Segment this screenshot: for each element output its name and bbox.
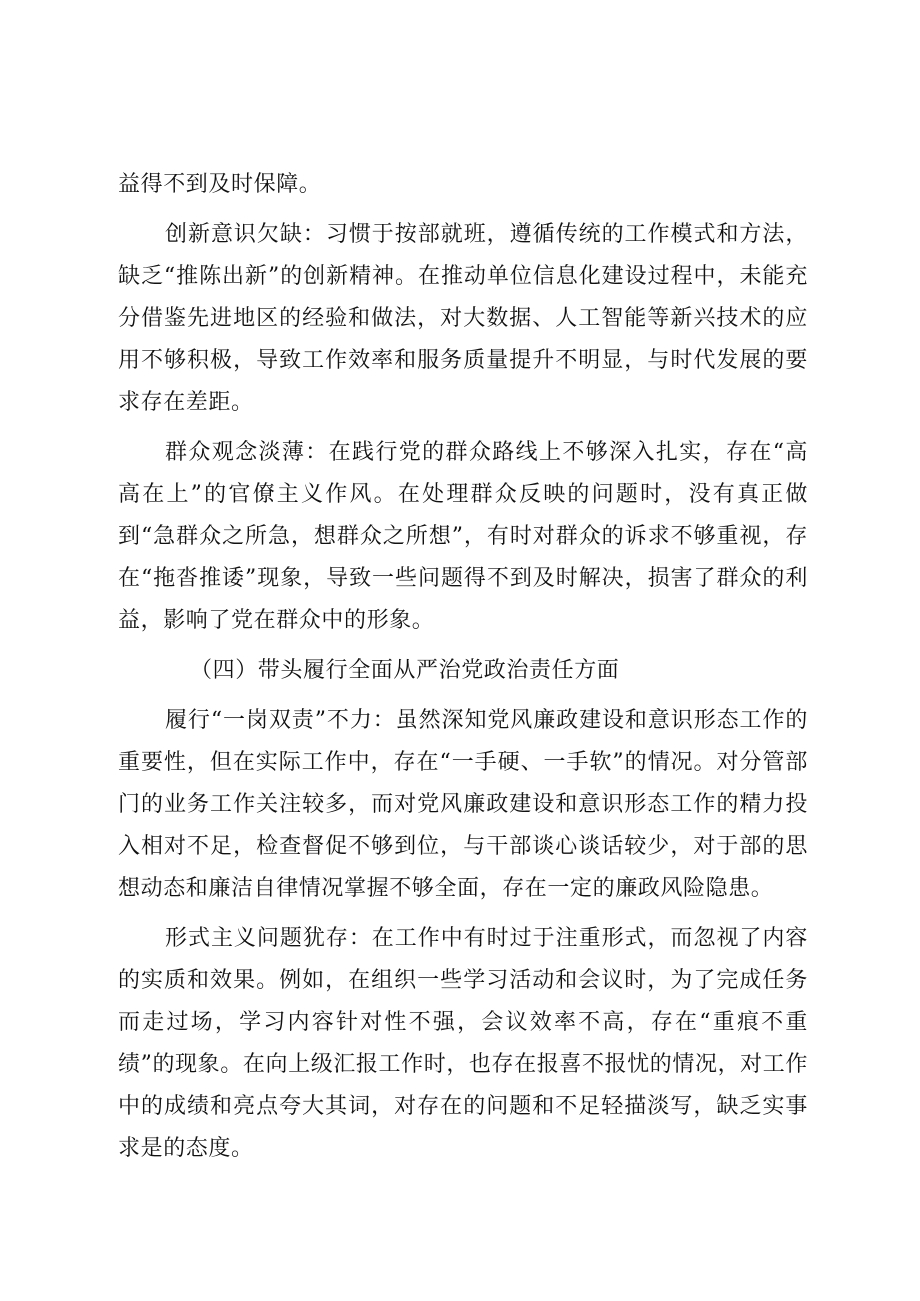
paragraph-gap xyxy=(118,692,808,700)
paragraph-gap xyxy=(118,910,808,918)
continuation-text: 益得不到及时保障。 xyxy=(118,172,322,197)
paragraph-formalism: 形式主义问题犹存：在工作中有时过于注重形式，而忽视了内容的实质和效果。例如，在组织一些学习活动和会议时，为了完成任务而走过场，学习内容针对性不强，会议效率不高，存在“重痕不重绩”的现象。在向上级汇报工作时，也存在报喜不报忧的情况，对工作中的成绩和亮点夸大其词，对存在的问题和不足轻描淡写，缺乏实事求是的态度。 xyxy=(118,926,808,1161)
paragraph-masses: 群众观念淡薄：在践行党的群众路线上不够深入扎实，存在“高高在上”的官僚主义作风。在处理群众反映的问题时，没有真正做到“急群众之所急，想群众之所想”，有时对群众的诉求不够重视，存在“拖沓推诿”现象，导致一些问题得不到及时解决，损害了群众的利益，影响了党在群众中的形象。 xyxy=(118,440,808,633)
paragraph-dual-duty: 履行“一岗双责”不力：虽然深知党风廉政建设和意识形态工作的重要性，但在实际工作中，存在“一手硬、一手软”的情况。对分管部门的业务工作关注较多，而对党风廉政建设和意识形态工作的精力投入相对不足，检查督促不够到位，与干部谈心谈话较少，对于部的思想动态和廉洁自律情况掌握不够全面，存在一定的廉政风险隐患。 xyxy=(118,708,808,901)
section-heading: （四）带头履行全面从严治党政治责任方面 xyxy=(190,658,620,683)
document-body xyxy=(118,164,808,1170)
paragraph-gap xyxy=(118,642,808,650)
paragraph-innovation: 创新意识欠缺：习惯于按部就班，遵循传统的工作模式和方法，缺乏“推陈出新”的创新精神。在推动单位信息化建设过程中，未能充分借鉴先进地区的经验和做法，对大数据、人工智能等新兴技术的应用不够积极，导致工作效率和服务质量提升不明显，与时代发展的要求存在差距。 xyxy=(118,222,808,415)
paragraph-gap xyxy=(118,206,808,214)
paragraph-gap xyxy=(118,424,808,432)
